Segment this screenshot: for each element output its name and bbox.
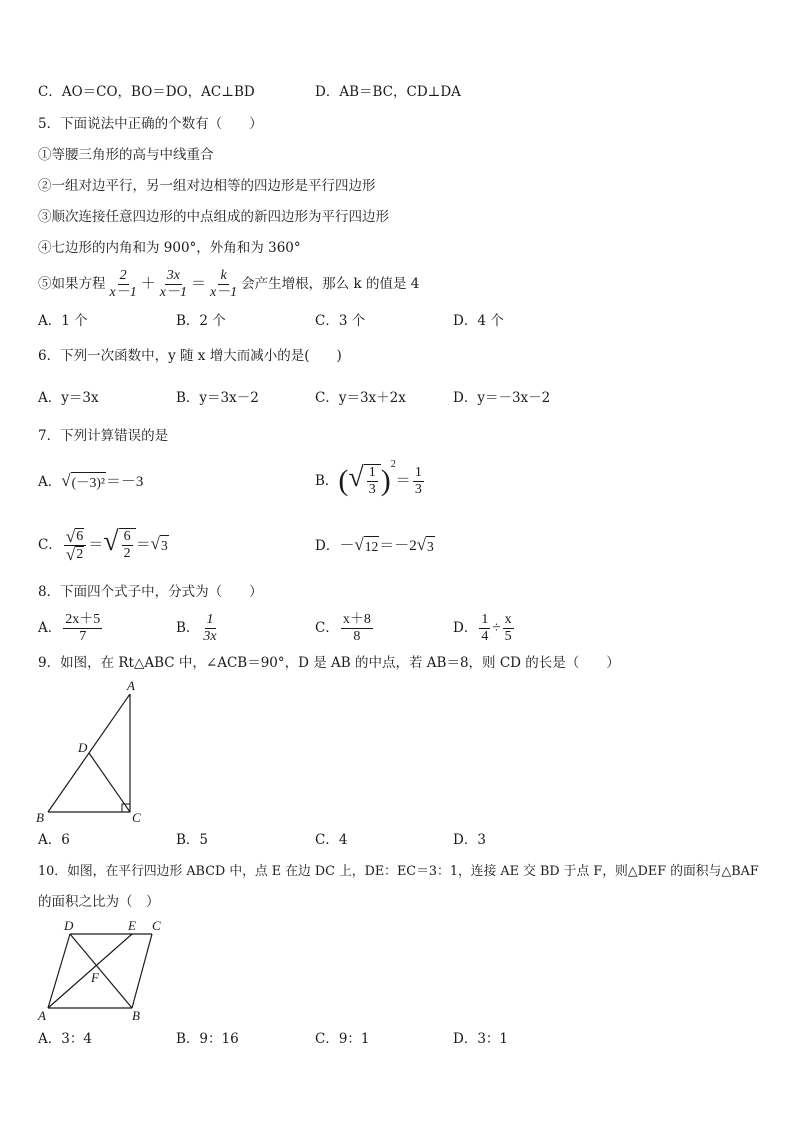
- label-c: C: [132, 810, 141, 825]
- segment-cd: [89, 753, 130, 812]
- q5-fraction-3: $\frac{k}{x-1}$: [209, 267, 238, 300]
- segment-ad: [48, 934, 70, 1008]
- q5-fraction-1: $\frac{2}{x-1}$: [109, 267, 137, 300]
- label-b: B: [36, 810, 44, 825]
- label-a: A: [127, 678, 135, 693]
- q7-option-d: D． － √ 12 ＝－2 √ 3: [315, 534, 435, 558]
- q5-statement-3: ③顺次连接任意四边形的中点组成的新四边形为平行四边形: [38, 209, 389, 225]
- label-e: E: [128, 918, 136, 933]
- q6-option-a: A．y＝3x: [38, 390, 99, 406]
- q5-statement-5: ⑤如果方程 $\frac{2}{x-1}$ ＋ $\frac{3x}{x-1}$ ＝ $\frac{k}{x-1}$ 会产生增根，那么 k 的值是 4: [38, 267, 420, 300]
- q5-stem: 5．下面说法中正确的个数有（ ）: [38, 116, 263, 132]
- q8-option-a: A． $\frac{2x+5}{7}$: [38, 611, 101, 644]
- q9-triangle-figure: [30, 676, 160, 828]
- q9-option-a: A．6: [38, 832, 70, 848]
- q9-option-c: C．4: [315, 832, 348, 848]
- q5-s5-prefix: ⑤如果方程: [38, 276, 106, 292]
- q10-option-d: D．3：1: [453, 1031, 509, 1047]
- label-c: C: [152, 918, 161, 933]
- q6-option-d: D．y＝－3x－2: [453, 390, 551, 406]
- q5-s5-suffix: 会产生增根，那么 k 的值是 4: [241, 276, 420, 292]
- q5-option-a: A．1 个: [38, 313, 88, 329]
- q6-option-c: C．y＝3x＋2x: [315, 390, 406, 406]
- label-f: F: [91, 970, 99, 985]
- q5-option-c: C．3 个: [315, 313, 366, 329]
- q6-stem: 6．下列一次函数中，y 随 x 增大而减小的是( ): [38, 348, 342, 364]
- q5-option-b: B．2 个: [176, 313, 226, 329]
- q7-option-a: A． √ (－3)² ＝－3: [38, 465, 143, 499]
- label-d: D: [64, 918, 74, 933]
- q5-statement-4: ④七边形的内角和为 900°，外角和为 360°: [38, 240, 301, 256]
- q4-option-c: C．AO＝CO，BO＝DO，AC⊥BD: [38, 84, 255, 100]
- q8-stem: 8．下面四个式子中，分式为（ ）: [38, 584, 263, 600]
- label-d: D: [78, 740, 88, 755]
- q10-option-c: C．9：1: [315, 1031, 370, 1047]
- q8-option-d: D． $\frac{1}{4}$ ÷ $\frac{x}{5}$: [453, 611, 512, 644]
- q10-option-a: A．3：4: [38, 1031, 92, 1047]
- q5-statement-1: ①等腰三角形的高与中线重合: [38, 147, 214, 163]
- q8-option-c: C． $\frac{x+8}{8}$: [315, 611, 371, 644]
- segment-cb: [132, 934, 152, 1008]
- q8-option-b: B． $\frac{1}{3x}$: [176, 611, 217, 644]
- q7-stem: 7．下列计算错误的是: [38, 428, 169, 444]
- q9-stem: 9．如图，在 Rt△ABC 中，∠ACB＝90°，D 是 AB 的中点，若 AB＝8，则 CD 的长是（ ）: [38, 655, 620, 671]
- label-b: B: [132, 1008, 140, 1023]
- segment-ae: [48, 934, 132, 1008]
- q10-stem-line1: 10．如图，在平行四边形 ABCD 中，点 E 在边 DC 上，DE：EC＝3：1，连接 AE 交 BD 于点 F，则△DEF 的面积与△BAF: [38, 864, 759, 879]
- q5-fraction-2: $\frac{3x}{x-1}$: [159, 267, 187, 300]
- segment-db: [70, 934, 132, 1008]
- q7-option-b: B． ( √ $\frac{1}{3}$ ) 2 ＝ $\frac{1}{3}$: [315, 459, 422, 497]
- q10-option-b: B．9：16: [176, 1031, 239, 1047]
- q5-statement-2: ②一组对边平行，另一组对边相等的四边形是平行四边形: [38, 178, 376, 194]
- q4-option-d: D．AB＝BC，CD⊥DA: [315, 84, 461, 100]
- q9-option-b: B．5: [176, 832, 209, 848]
- q7-option-c: C． √ 6 √ 2 ＝ √ $\frac{6}{2}$ ＝ √ 3: [38, 526, 168, 564]
- q6-option-b: B．y＝3x－2: [176, 390, 259, 406]
- q5-option-d: D．4 个: [453, 313, 504, 329]
- label-a: A: [38, 1008, 46, 1023]
- q10-stem-line2: 的面积之比为（ ）: [38, 894, 160, 910]
- q9-option-d: D．3: [453, 832, 486, 848]
- q10-parallelogram-figure: [32, 916, 172, 1026]
